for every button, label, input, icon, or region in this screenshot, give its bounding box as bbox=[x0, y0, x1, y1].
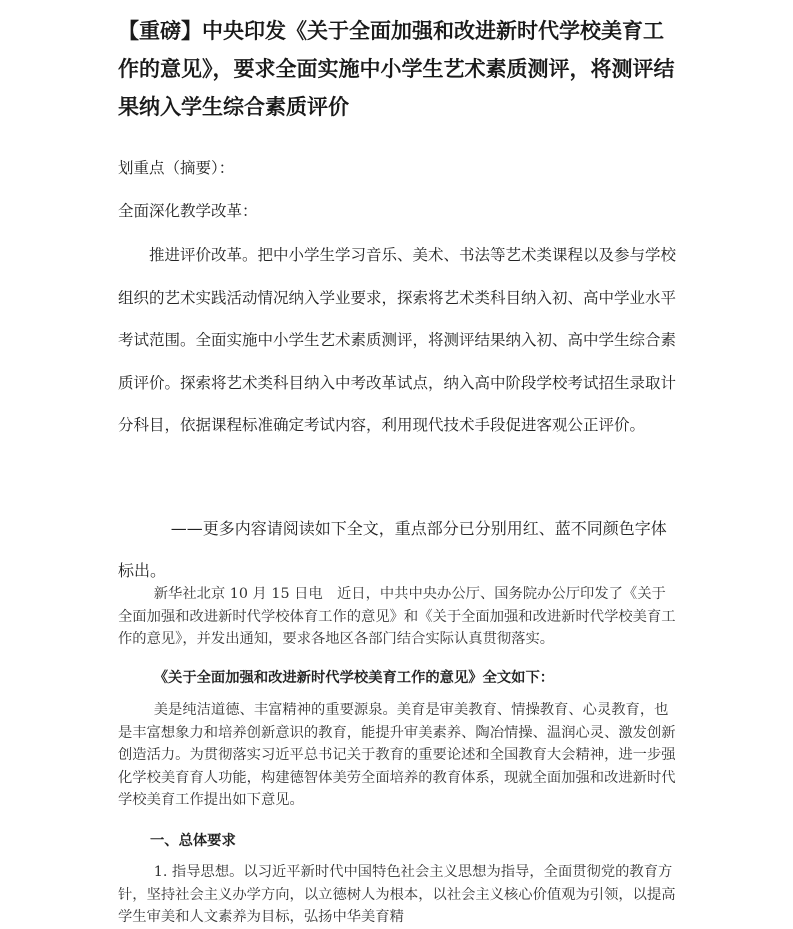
document-heading: 《关于全面加强和改进新时代学校美育工作的意见》全文如下： bbox=[153, 670, 555, 686]
point1-paragraph: 1. 指导思想。以习近平新时代中国特色社会主义思想为指导，全面贯彻党的教育方针，坚持社会主义办学方向，以立德树人为根本，以社会主义核心价值观为引领，以提高学生审美和人文素养为目标，弘扬中华美育精 bbox=[118, 864, 676, 925]
news-paragraph: 新华社北京 10 月 15 日电 近日，中共中央办公厅、国务院办公厅印发了《关于全面加强和改进新时代学校体育工作的意见》和《关于全面加强和改进新时代学校美育工作的意见》，并发出通知，要求各地区各部门结合实际认真贯彻落实。 bbox=[118, 586, 676, 647]
intro-paragraph: 美是纯洁道德、丰富精神的重要源泉。美育是审美教育、情操教育、心灵教育，也是丰富想象力和培养创新意识的教育，能提升审美素养、陶冶情操、温润心灵、激发创新创造活力。为贯彻落实习近平总书记关于教育的重要论述和全国教育大会精神，进一步强化学校美育育人功能，构建德智体美劳全面培养的教育体系，现就全面加强和改进新时代学校美育工作提出如下意见。 bbox=[118, 702, 676, 808]
part1-heading: 一、总体要求 bbox=[150, 833, 236, 849]
read-more-note: ——更多内容请阅读如下全文，重点部分已分别用红、蓝不同颜色字体标出。 bbox=[118, 519, 667, 580]
article-title: 【重磅】中央印发《关于全面加强和改进新时代学校美育工作的意见》，要求全面实施中小学生艺术素质测评，将测评结果纳入学生综合素质评价 bbox=[118, 19, 675, 119]
highlight-label: 划重点（摘要）： bbox=[118, 159, 235, 177]
summary-paragraph: 推进评价改革。把中小学生学习音乐、美术、书法等艺术类课程以及参与学校组织的艺术实践活动情况纳入学业要求，探索将艺术类科目纳入初、高中学业水平考试范围。全面实施中小学生艺术素质测评，将测评结果纳入初、高中学生综合素质评价。探索将艺术类科目纳入中考改革试点，纳入高中阶段学校考试招生录取计分科目，依据课程标准确定考试内容，利用现代技术手段促进客观公正评价。 bbox=[118, 246, 677, 435]
section-heading: 全面深化教学改革： bbox=[118, 202, 258, 220]
